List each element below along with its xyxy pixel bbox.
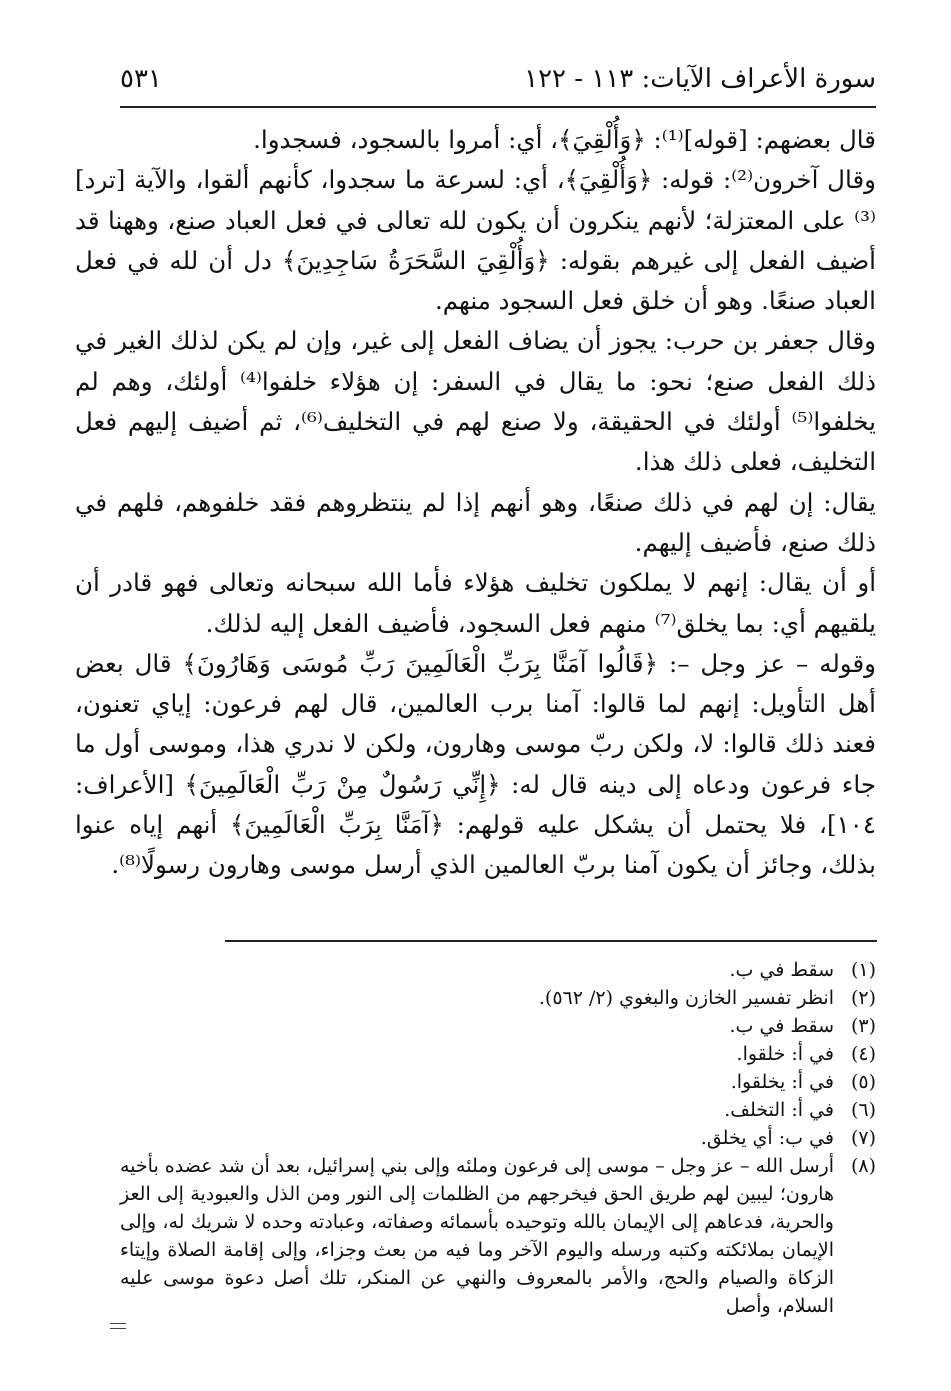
paragraph: وقال آخرون⁽²⁾: قوله: ﴿وَأُلْقِيَ﴾، أي: لسرعة ما سجدوا، كأنهم ألقوا، والآية [ترد]⁽³⁾ على المعتزلة؛ لأنهم ينكرون أن يكون لله تعالى في فعل العباد صنع، وههنا قد أضيف الفعل إلى غيرهم بقوله: ﴿وَأُلْقِيَ السَّحَرَةُ سَاجِدِينَ﴾ دل أن لله في فعل العباد صنعًا. وهو أن خلق فعل السجود منهم. [75, 165, 876, 316]
paragraph: أو أن يقال: إنهم لا يملكون تخليف هؤلاء فأما الله سبحانه وتعالى فهو قادر أن يلقيهم أي: بما يخلق⁽⁷⁾ منهم فعل السجود، فأضيف الفعل إليه لذلك. [75, 568, 876, 638]
footnote-text: في ب: أي يخلق. [700, 1127, 834, 1149]
footnote-text: سقط في ب. [729, 959, 834, 981]
footnote [120, 1124, 876, 1152]
footnote-number: (١) [850, 959, 876, 981]
footnotes [120, 956, 876, 1320]
paragraph: وقال جعفر بن حرب: يجوز أن يضاف الفعل إلى غير، وإن لم يكن لذلك الغير في ذلك الفعل صنع؛ نحو: ما يقال في السفر: إن هؤلاء خلفوا⁽⁴⁾ أولئك، وهم لم يخلفوا⁽⁵⁾ أولئك في الحقيقة، ولا صنع لهم في التخليف⁽⁶⁾، ثم أضيف إليهم فعل التخليف، فعلى ذلك هذا. [75, 326, 876, 477]
paragraph: قال بعضهم: [قوله]⁽¹⁾: ﴿وَأُلْقِيَ﴾، أي: أمروا بالسجود، فسجدوا. [253, 125, 876, 154]
main-text [75, 120, 876, 886]
footnote-text: انظر تفسير الخازن والبغوي (٢/ ٥٦٢). [538, 987, 834, 1009]
footnote-number: (٤) [850, 1043, 876, 1065]
paragraph: وقوله – عز وجل –: ﴿قَالُوا آمَنَّا بِرَبِّ الْعَالَمِينَ رَبِّ مُوسَى وَهَارُونَ﴾ قال بعض أهل التأويل: إنهم لما قالوا: آمنا برب العالمين، قال لهم فرعون: إياي تعنون، فعند ذلك قالوا: لا، ولكن ربّ موسى وهارون، ولكن لا ندري هذا، وموسى أول ما جاء فرعون ودعاه إلى دينه قال له: ﴿إِنِّي رَسُولٌ مِنْ رَبِّ الْعَالَمِينَ﴾ [الأعراف: ١٠٤]، فلا يحتمل أن يشكل عليه قولهم: ﴿آمَنَّا بِرَبِّ الْعَالَمِينَ﴾ أنهم إياه عنوا بذلك، وجائز أن يكون آمنا بربّ العالمين الذي أرسل موسى وهارون رسولًا⁽⁸⁾. [75, 648, 876, 880]
footnote-number: (٨) [850, 1155, 876, 1177]
footnote-number: (٥) [850, 1071, 876, 1093]
footnote-text: في أ: خلقوا. [736, 1043, 834, 1065]
page-header [120, 58, 876, 108]
footnote-text: أرسل الله – عز وجل – موسى إلى فرعون وملئه وإلى بني إسرائيل، بعد أن شد عضده بأخيه هارون؛ ليبين لهم طريق الحق فيخرجهم من الظلمات إلى النور ومن الذل والعبودية إلى العز والحرية، فدعاهم إلى الإيمان بالله وتوحيده بأسمائه وصفاته، وعبادته وحده لا شريك له، وإلى الإيمان بملائكته وكتبه ورسله واليوم الآخر وما فيه من بعث وجزاء، وإلى إقامة الصلاة وإيتاء الزكاة والصيام والحج، والأمر بالمعروف والنهي عن المنكر، تلك أصل دعوة موسى عليه السلام، وأصل [120, 1155, 834, 1317]
paragraph: يقال: إن لهم في ذلك صنعًا، وهو أنهم إذا لم ينتظروهم فقد خلفوهم، فلهم في ذلك صنع، فأضيف إليهم. [75, 487, 876, 557]
footnote-number: (٣) [850, 1015, 876, 1037]
footnote-number: (٧) [850, 1127, 876, 1149]
footnote [120, 984, 876, 1012]
footnote [120, 956, 876, 984]
footnote [120, 1152, 876, 1320]
footnote-text: في أ: يخلقوا. [730, 1071, 834, 1093]
footnote-number: (٦) [850, 1099, 876, 1121]
footnote [120, 1096, 876, 1124]
footnote-text: في أ: التخلف. [724, 1099, 834, 1121]
footnote-divider [225, 940, 877, 942]
footnote [120, 1040, 876, 1068]
continuation-mark [110, 1323, 126, 1329]
footnote [120, 1012, 876, 1040]
footnote-number: (٢) [850, 987, 876, 1009]
surah-title: سورة الأعراف الآيات: ١١٣ - ١٢٢ [524, 64, 876, 94]
page-number: ٥٣١ [120, 64, 162, 94]
footnote-text: سقط في ب. [729, 1015, 834, 1037]
footnote [120, 1068, 876, 1096]
